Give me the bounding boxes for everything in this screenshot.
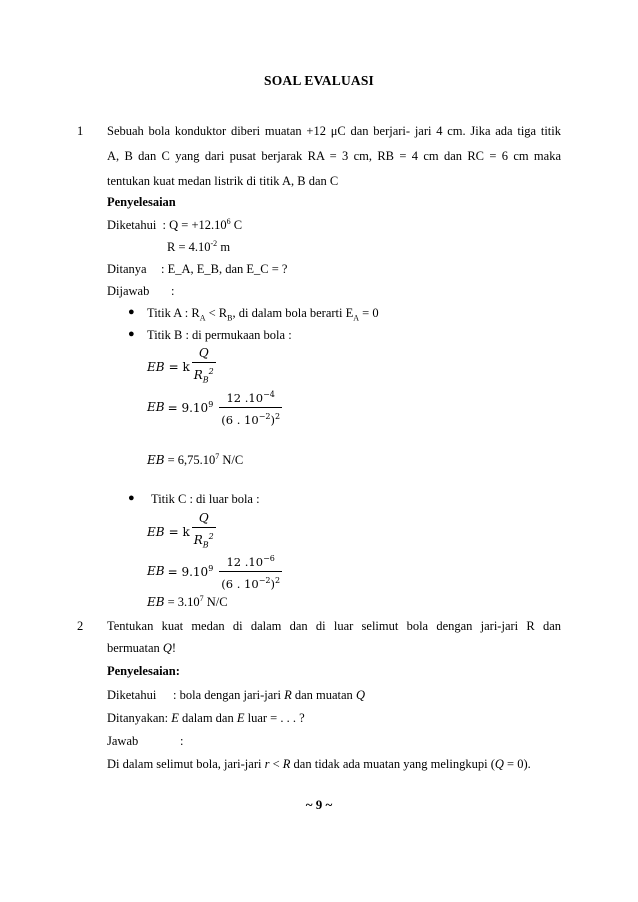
den-r-exp: 2 (208, 367, 214, 376)
q1-answer-colon: : (171, 284, 175, 298)
q1-answer-label: Dijawab (107, 284, 150, 298)
eb-result-1-unit: N/C (219, 453, 244, 468)
q2-inside-pre: Di dalam selimut bola, jari-jari (107, 757, 265, 771)
formula-eb-2 (147, 511, 216, 552)
q1-point-a-mid: < R (205, 306, 228, 320)
eb-calc-prefix (168, 400, 214, 415)
eb-symbol: E (147, 400, 156, 415)
q1-asked-value: : E_A, E_B, dan E_C = ? (161, 262, 288, 276)
q2-asked-label: Ditanyakan (107, 711, 165, 725)
calc2-num-exp: −6 (263, 554, 275, 563)
q1-point-b: Titik B : di permukaan bola : (147, 328, 292, 342)
eb-symbol: E (147, 453, 156, 468)
q2-known-value (173, 688, 365, 703)
eb-calc-prefix-exp: 9 (208, 399, 214, 409)
q2-asked-end: luar = . . . ? (244, 711, 305, 725)
eb-result-2-unit: N/C (203, 595, 228, 610)
q2-inside-r: r (264, 757, 270, 771)
eb-calc-prefix (168, 564, 214, 579)
calc2-num: 12 .10 (226, 554, 264, 569)
calc1-den: (6 . 10 (221, 412, 259, 427)
eb-sub: B (155, 595, 165, 610)
q1-point-a-text: Titik A : R (147, 306, 200, 320)
q2-inside-R: R (282, 757, 291, 771)
q1-point-a-sub1: A (199, 313, 206, 323)
eb-sub: B (155, 524, 165, 539)
formula-eb-calc-1 (147, 387, 282, 428)
q1-text-line1: Sebuah bola konduktor diberi muatan +12 μC dan berjari- jari 4 cm. Jika ada tiga titik (107, 124, 561, 138)
calc1-num: 12 .10 (226, 390, 264, 405)
eb-sub: B (155, 400, 165, 415)
eb-calc-prefix-text: = 9.10 (167, 400, 209, 415)
q2-known-r: R (284, 688, 292, 702)
fraction-calc-1-num (219, 387, 282, 408)
q1-known-row (107, 217, 242, 233)
fraction-numerator: Q (192, 511, 216, 528)
calc2-den-pow: 2 (274, 575, 281, 585)
fraction-calc-2-num (219, 551, 282, 572)
q2-line2-q: Q (162, 641, 172, 655)
den-r-sub: B (202, 375, 209, 385)
calc1-den-exp: −2 (258, 411, 271, 421)
calc2-den-tail: ) (270, 576, 275, 591)
page-title: SOAL EVALUASI (263, 73, 375, 88)
eb-result-2-exp: 7 (199, 594, 204, 603)
q1-solution-label: Penyelesaian (107, 195, 176, 209)
q1-known-radius-unit: m (217, 240, 231, 255)
q1-known-radius-exp: -2 (210, 239, 218, 248)
q2-inside-lt: < (269, 757, 283, 771)
page-number: ~ 9 ~ (305, 797, 333, 812)
fraction-calc-2-den (219, 572, 282, 592)
q1-known-charge: : Q = +12.10 (162, 218, 227, 233)
bullet-icon: ● (128, 306, 135, 318)
q2-line2-pre: bermuatan (107, 641, 163, 655)
eb-symbol: E (147, 524, 156, 539)
q1-point-a-sub3: A (353, 313, 360, 323)
bullet-icon: ● (128, 492, 135, 504)
q2-asked-e2: E (236, 711, 245, 725)
formula-eb-1 (147, 346, 216, 387)
eb-symbol: E (147, 359, 156, 374)
q2-known-pre: : bola dengan jari-jari (173, 688, 285, 702)
q1-answer-row (107, 284, 175, 299)
eb-symbol: E (147, 564, 156, 579)
fraction-q-over-r2 (192, 511, 216, 552)
eb-result-1 (168, 452, 244, 468)
q1-known-charge-exp: 6 (226, 217, 231, 226)
calc1-den-pow: 2 (274, 411, 281, 421)
q1-point-a (147, 306, 379, 323)
q1-asked-label: Ditanya (107, 262, 147, 276)
q2-text-line2 (107, 641, 176, 656)
eb-sub: B (155, 359, 165, 374)
den-r: R (193, 368, 203, 382)
eb-eq-k: = k (168, 359, 190, 374)
eb-result-2 (168, 594, 228, 610)
bullet-icon: ● (128, 328, 135, 340)
q2-known-q: Q (355, 688, 365, 702)
eb-calc-prefix-exp: 9 (208, 563, 214, 573)
q1-text-line3: tentukan kuat medan listrik di titik A, B dan C (107, 174, 339, 188)
eb-symbol: E (147, 595, 156, 610)
den-r: R (193, 533, 203, 547)
q2-asked-row (107, 711, 305, 726)
q2-inside-line (107, 757, 531, 772)
q1-asked-row (107, 262, 288, 277)
q1-known-charge-unit: C (230, 218, 243, 233)
fraction-calc-2 (219, 551, 282, 592)
q2-solution-label: Penyelesaian: (107, 664, 180, 678)
den-r-sub: B (202, 540, 209, 550)
q2-answer-colon: : (180, 734, 184, 748)
eb-result-1-exp: 7 (215, 452, 220, 461)
q2-answer-label: Jawab (107, 734, 139, 748)
q2-answer-row (107, 734, 184, 749)
calc1-den-tail: ) (270, 412, 275, 427)
q1-known-radius: R = 4.10 (167, 240, 211, 255)
fraction-calc-1 (219, 387, 282, 428)
q1-known-radius-row (167, 239, 230, 255)
q2-inside-mid: dan tidak ada muatan yang melingkupi ( (290, 757, 495, 771)
formula-eb-result-1 (147, 452, 243, 468)
eb-sub: B (155, 453, 165, 468)
q2-known-mid: dan muatan (291, 688, 356, 702)
q2-known-row (107, 688, 365, 703)
question-number-2: 2 (77, 619, 84, 633)
den-r-exp: 2 (208, 532, 214, 541)
eb-eq-k: = k (168, 524, 190, 539)
fraction-q-over-r2 (192, 346, 216, 387)
question-number-1: 1 (77, 124, 84, 138)
q1-point-c: Titik C : di luar bola : (151, 492, 260, 506)
q2-inside-Q: Q (494, 757, 504, 771)
q1-point-a-end: = 0 (359, 306, 379, 320)
q1-text-line2: A, B dan C yang dari pusat berjarak RA = 3 cm, RB = 4 cm dan RC = 6 cm maka (107, 149, 561, 163)
calc1-num-exp: −4 (263, 390, 275, 399)
q1-point-a-sub2: B (227, 313, 233, 323)
q2-asked-pre: : (164, 711, 172, 725)
q2-inside-end: = 0). (503, 757, 531, 771)
fraction-denominator (192, 363, 216, 387)
q1-point-a-tail: , di dalam bola berarti E (232, 306, 354, 320)
eb-result-2-text: = 3.10 (167, 595, 200, 610)
calc2-den-exp: −2 (258, 575, 271, 585)
q1-known-label: Diketahui (107, 218, 157, 233)
eb-calc-prefix-text: = 9.10 (167, 564, 209, 579)
q2-known-label: Diketahui (107, 688, 157, 702)
q2-line2-end: ! (171, 641, 177, 655)
q2-asked-mid: dalam dan (178, 711, 237, 725)
eb-result-1-text: = 6,75.10 (167, 453, 216, 468)
formula-eb-result-2 (147, 594, 228, 610)
formula-eb-calc-2 (147, 551, 282, 592)
calc2-den: (6 . 10 (221, 576, 259, 591)
eb-sub: B (155, 564, 165, 579)
fraction-denominator (192, 528, 216, 552)
fraction-calc-1-den (219, 408, 282, 428)
fraction-numerator: Q (192, 346, 216, 363)
q2-text-line1: Tentukan kuat medan di dalam dan di luar selimut bola dengan jari-jari R dan (107, 619, 561, 633)
q2-asked-e1: E (171, 711, 179, 725)
